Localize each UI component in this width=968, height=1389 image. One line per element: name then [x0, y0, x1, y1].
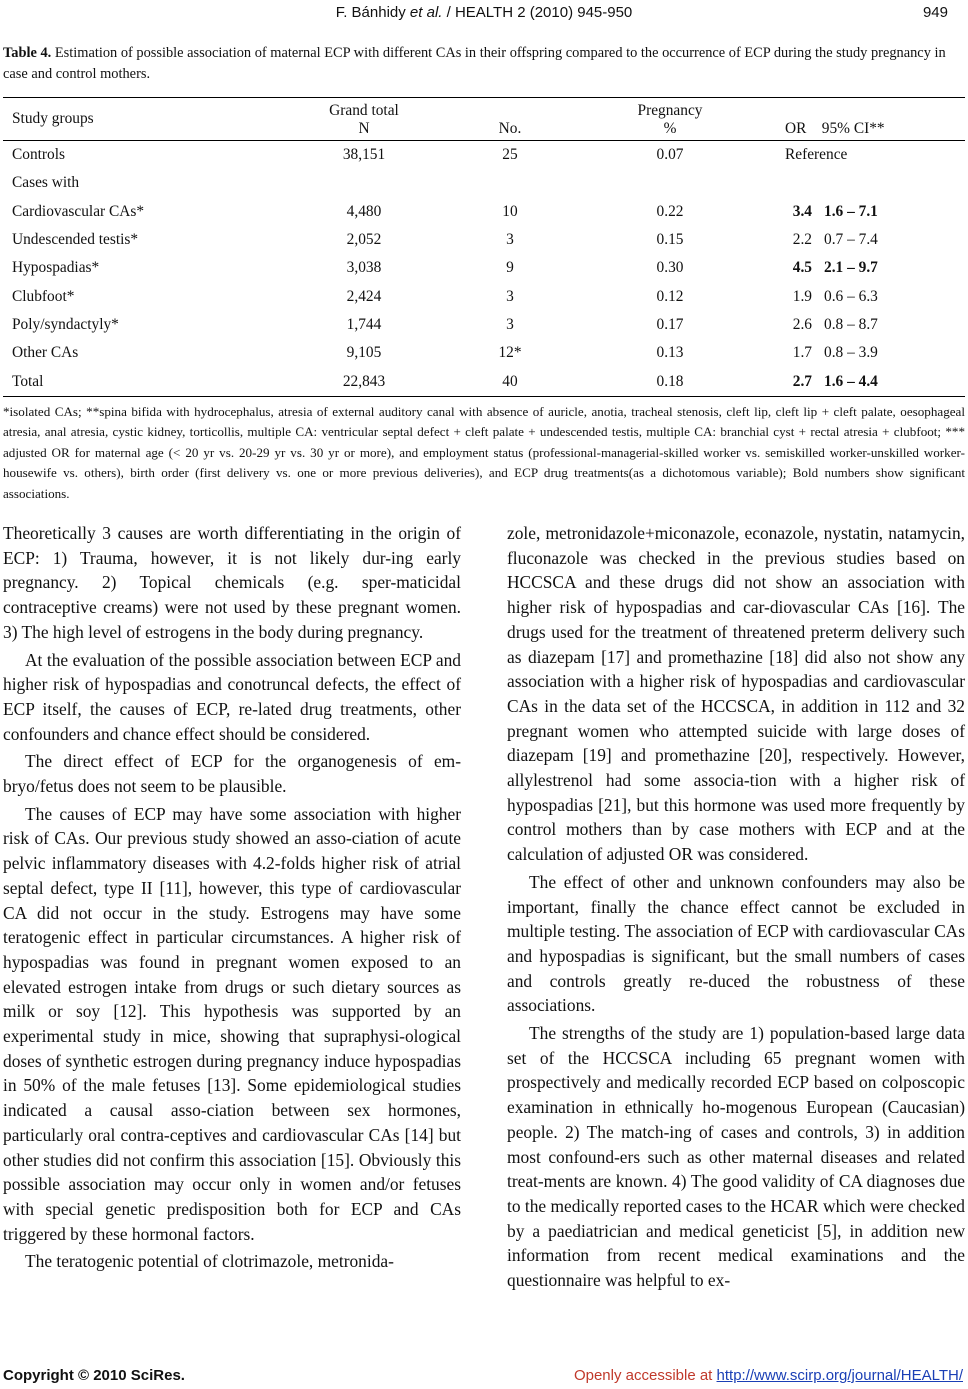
- cell-no: 3: [506, 231, 514, 249]
- cell-or: 3.4: [792, 202, 812, 220]
- cell-study-group: Hypospadias*: [12, 259, 100, 277]
- header-blank: [750, 98, 824, 121]
- copyright-notice: Copyright © 2010 SciRes.: [3, 1367, 185, 1384]
- cell-ci: 1.6 – 7.1: [824, 202, 878, 220]
- cell-or: 1.9: [792, 287, 812, 305]
- cell-ci: 0.6 – 6.3: [824, 287, 878, 305]
- cell-no: 3: [506, 287, 514, 305]
- cell-pct: 0.15: [656, 231, 684, 249]
- cell-pct: 0.17: [656, 315, 684, 333]
- body-paragraph: zole, metronidazole+miconazole, econazole, nystatin, natamycin, fluconazole was checked in the previous studies based on HCCSCA and these drugs did not show an association with higher risk of hypospadias and car-diovascular CAs [16]. The drugs used for the treatment of threatened preterm delivery such as diazepam [17] and promethazine [18] did also not show any association with a higher risk of hypospadias and cardiovascular CAs in the data set of the HCCSCA, in addition in 112 and 32 pregnant women who attempted suicide with large doses of diazepam [19] and promethazine [20], respectively. However, allylestrenol had some associa-tion with a higher risk of hypospadias [21], but this hormone was used more frequently by control mothers than by case mothers with ECP and at the calculation of adjusted OR was considered.: [507, 523, 965, 865]
- open-access-notice: [574, 1367, 963, 1384]
- body-paragraph: At the evaluation of the possible association between ECP and higher risk of hypospadias and conotruncal defects, the effect of ECP itself, the causes of ECP, re-lated drug treatments, other confounders and chance effect should be considered.: [3, 649, 461, 744]
- cell-no: 3: [506, 315, 514, 333]
- header-n: N: [358, 120, 370, 137]
- header-pct: %: [663, 120, 677, 137]
- cell-study-group: Poly/syndactyly*: [12, 315, 119, 333]
- table-row: [3, 226, 965, 254]
- running-title-authors: F. Bánhidy: [335, 4, 410, 21]
- header-no: No.: [498, 120, 522, 137]
- cell-or: [750, 169, 824, 197]
- cell-or: 1.7: [792, 344, 812, 362]
- body-paragraph: Theoretically 3 causes are worth differentiating in the origin of ECP: 1) Trauma, however, it is not likely dur-ing early pregnancy. 2) Topical chemicals (e.g. sper-maticidal contraceptive creams) were not used by these pregnant women. 3) The high level of estrogens in the body during pregnancy.: [3, 523, 461, 642]
- header-or-ci: OR 95% CI**: [785, 120, 885, 137]
- cell-or: 2.2: [792, 231, 812, 249]
- cell-no: 10: [502, 202, 518, 220]
- table-row: [3, 169, 965, 197]
- body-paragraph: The causes of ECP may have some association with higher risk of CAs. Our previous study showed an asso-ciation of acute pelvic inflammatory diseases with 4.2-folds higher risk of atrial septal defect, type II [11], however, this type of cardiovascular CA did not occur in the study. Estrogens may have some teratogenic effect in particular circumstances. A higher risk of hypospadias was found in pregnant women exposed to an elevated estrogen intake from drugs or such dietary sources as milk or soy [12]. This hypothesis was supported by an experimental study in mice, showing that supraphysi-ological doses of synthetic estrogen during pregnancy induce hypospadias in 50% of the male fetuses [13]. Some epidemiological studies indicated a causal asso-ciation between sex hormones, particularly oral contra-ceptives and cardiovascular CAs [14] but other studies did not confirm this association [15]. Obviously this possible association may occur only in women and/or fetuses with special genetic predisposition both for ECP and CAs triggered by these hormonal factors.: [3, 803, 461, 1244]
- cell-ci: 0.8 – 8.7: [824, 315, 878, 333]
- cell-study-group: Total: [12, 372, 44, 390]
- body-column-left: [3, 521, 461, 1277]
- cell-n: [298, 169, 430, 197]
- table-header-row-1: [3, 98, 965, 121]
- table-row: [3, 254, 965, 282]
- cell-no: [430, 169, 590, 197]
- table-row: [3, 141, 965, 170]
- table-footnote: *isolated CAs; **spina bifida with hydrocephalus, atresia of external auditory canal with absence of auricle, anotia, tracheal stenosis, cleft lip, cleft lip + cleft palate, oesophageal atresia, anal atresia, cystic kidney, torticollis, multiple CA: ventricular septal defect + cleft palate + undescended testis, multiple CA: branchial cyst + rectal atresia + clubfoot; *** adjusted OR for maternal age (< 20 yr vs. 20-29 yr vs. 30 yr or more), and employment status (professional-managerial-skilled worker vs. semiskilled worker-unskilled worker-housewife vs. others), birth order (first delivery vs. one or more previous deliveries), and ECP drug treatments(as a dichotomous variable); Bold numbers show significant associations.: [3, 404, 965, 501]
- cell-ci: 0.8 – 3.9: [824, 344, 878, 362]
- cell-no: 9: [506, 259, 514, 277]
- cell-ci: 1.6 – 4.4: [824, 372, 878, 390]
- journal-link[interactable]: http://www.scirp.org/journal/HEALTH/: [716, 1367, 963, 1384]
- table-row: [3, 282, 965, 310]
- cell-pct: 0.12: [656, 287, 684, 305]
- table-row: [3, 311, 965, 339]
- header-pregnancy: Pregnancy: [637, 102, 703, 119]
- cell-reference: Reference: [785, 146, 848, 164]
- table-caption: [3, 43, 965, 85]
- cell-study-group: Other CAs: [12, 344, 79, 362]
- cell-n: 2,424: [346, 287, 382, 305]
- header-blank: [824, 98, 965, 121]
- cell-study-group: Cardiovascular CAs*: [12, 202, 145, 220]
- cell-ci: 2.1 – 9.7: [824, 259, 878, 277]
- cell-or: 4.5: [792, 259, 812, 277]
- table-row: [3, 339, 965, 367]
- cell-n: 38,151: [342, 146, 386, 164]
- open-access-text: Openly accessible at: [573, 1367, 717, 1384]
- page-footer: [0, 1367, 968, 1389]
- body-column-right: [507, 521, 965, 1296]
- cell-n: 2,052: [346, 231, 382, 249]
- body-paragraph: The teratogenic potential of clotrimazole, metronida-: [25, 1251, 394, 1272]
- cell-pct: [590, 169, 750, 197]
- header-blank: [430, 98, 590, 121]
- header-grand-total: Grand total: [329, 102, 399, 119]
- cell-study-group: Cases with: [12, 174, 80, 192]
- cell-n: 1,744: [346, 315, 382, 333]
- running-title-journal: / HEALTH 2 (2010) 945-950: [442, 4, 633, 21]
- table-row: [3, 367, 965, 396]
- cell-pct: 0.07: [656, 146, 684, 164]
- cell-pct: 0.13: [656, 344, 684, 362]
- cell-pct: 0.22: [656, 202, 684, 220]
- cell-pct: 0.18: [656, 372, 684, 390]
- running-title: [0, 4, 968, 21]
- table-row: [3, 198, 965, 226]
- body-paragraph: The strengths of the study are 1) population-based large data set of the HCCSCA including 65 pregnant women with prospectively and medically recorded ECP based on colposcopic examination in ethnically ho-mogenous European (Caucasian) people. 2) The match-ing of cases and controls, 3) in addition most confound-ers such as other maternal diseases and related treat-ments are known. 4) The good validity of CA diagnoses due to the medically reported cases to the HCAR which were checked by a paediatrician and medical geneticist [5], in addition new information from recent medical examinations and the questionnaire was helpful to ex-: [507, 1023, 965, 1291]
- cell-no: 40: [502, 372, 518, 390]
- running-title-etal: et al.: [409, 4, 443, 21]
- cell-ci: [824, 169, 965, 197]
- results-table: [3, 97, 965, 397]
- cell-study-group: Clubfoot*: [12, 287, 75, 305]
- cell-n: 4,480: [346, 202, 382, 220]
- cell-or: 2.7: [792, 372, 812, 390]
- running-header: [0, 2, 968, 24]
- cell-study-group: Undescended testis*: [12, 231, 139, 249]
- cell-no: 12*: [498, 344, 522, 362]
- table-caption-label: Table 4.: [3, 45, 52, 61]
- cell-n: 22,843: [342, 372, 386, 390]
- table-caption-text: Estimation of possible association of maternal ECP with different CAs in their offspring compared to the occurrence of ECP during the study pregnancy in case and control mothers.: [3, 45, 946, 82]
- table-body: [3, 141, 965, 397]
- cell-no: 25: [502, 146, 518, 164]
- body-paragraph: The direct effect of ECP for the organogenesis of em-bryo/fetus does not seem to be plausible.: [3, 751, 461, 797]
- body-paragraph: The effect of other and unknown confounders may also be important, finally the chance effect cannot be excluded in multiple testing. The association of ECP with cardiovascular CAs and hypospadias is significant, but the small numbers of cases and controls greatly re-duced the robustness of these associations.: [507, 871, 965, 1016]
- cell-pct: 0.30: [656, 259, 684, 277]
- cell-n: 9,105: [346, 344, 382, 362]
- cell-n: 3,038: [346, 259, 382, 277]
- cell-study-group: Controls: [12, 146, 66, 164]
- cell-or: 2.6: [792, 315, 812, 333]
- cell-ci: 0.7 – 7.4: [824, 231, 878, 249]
- header-study-groups: Study groups: [12, 110, 94, 127]
- page-number: 949: [922, 4, 948, 21]
